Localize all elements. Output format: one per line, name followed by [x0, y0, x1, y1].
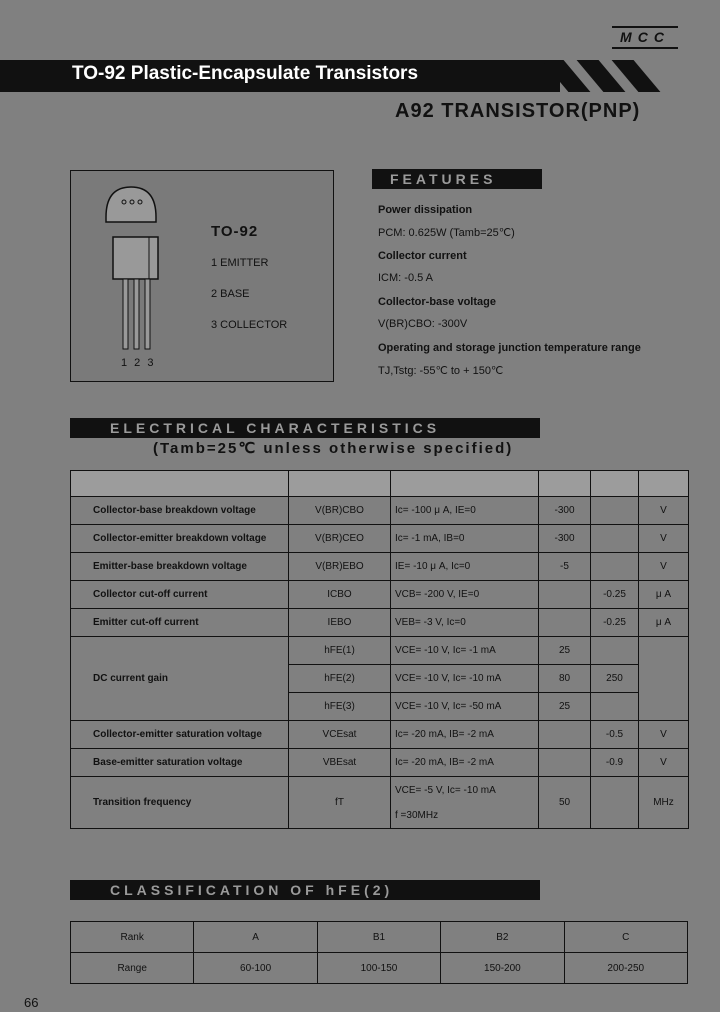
unit-cell: V: [639, 749, 689, 777]
part-title: A92 TRANSISTOR(PNP): [395, 100, 641, 122]
min-cell: 50: [539, 777, 591, 829]
max-cell: [591, 637, 639, 665]
min-cell: 25: [539, 637, 591, 665]
unit-cell: μ A: [639, 609, 689, 637]
feature-value: PCM: 0.625W (Tamb=25℃): [378, 227, 515, 239]
unit-cell: V: [639, 525, 689, 553]
classification-bar: CLASSIFICATION OF hFE(2): [70, 880, 540, 900]
symbol-cell: hFE(3): [289, 693, 391, 721]
symbol-cell: fT: [289, 777, 391, 829]
rank-header: Rank: [71, 922, 194, 953]
condition-cell: VCE= -10 V, Ic= -50 mA: [391, 693, 539, 721]
range-header: Range: [71, 953, 194, 984]
electrical-bar: ELECTRICAL CHARACTERISTICS: [70, 418, 540, 438]
electrical-table: [70, 470, 689, 829]
condition-cell: IE= -10 μ A, Ic=0: [391, 553, 539, 581]
min-cell: 25: [539, 693, 591, 721]
condition-line: f =30MHz: [395, 809, 439, 821]
condition-cell: VCE= -10 V, Ic= -10 mA: [391, 665, 539, 693]
min-cell: [539, 609, 591, 637]
table-row: [71, 525, 689, 553]
min-cell: 80: [539, 665, 591, 693]
range-cell: 100-150: [317, 953, 440, 984]
max-cell: -0.9: [591, 749, 639, 777]
param-cell: Collector-emitter saturation voltage: [71, 721, 289, 749]
max-cell: [591, 497, 639, 525]
range-cell: 150-200: [441, 953, 564, 984]
min-cell: -300: [539, 525, 591, 553]
condition-line: VCE= -5 V, Ic= -10 mA: [395, 784, 496, 796]
condition-cell: Ic= -20 mA, IB= -2 mA: [391, 721, 539, 749]
feature-heading: Power dissipation: [378, 204, 473, 216]
package-box: [70, 170, 334, 382]
max-cell: [591, 525, 639, 553]
symbol-cell: V(BR)CBO: [289, 497, 391, 525]
max-cell: [591, 693, 639, 721]
table-row: [71, 609, 689, 637]
table-row: [71, 497, 689, 525]
param-cell: DC current gain: [71, 637, 289, 721]
symbol-cell: IEBO: [289, 609, 391, 637]
range-cell: 200-250: [564, 953, 687, 984]
param-cell: Emitter cut-off current: [71, 609, 289, 637]
min-cell: -300: [539, 497, 591, 525]
max-cell: -0.25: [591, 581, 639, 609]
symbol-cell: hFE(2): [289, 665, 391, 693]
condition-cell: Ic= -1 mA, IB=0: [391, 525, 539, 553]
features-bar: FEATURES: [372, 169, 542, 189]
table-row: [71, 922, 688, 953]
symbol-cell: V(BR)EBO: [289, 553, 391, 581]
param-cell: Transition frequency: [71, 777, 289, 829]
max-cell: -0.5: [591, 721, 639, 749]
symbol-cell: VCEsat: [289, 721, 391, 749]
logo-bottom-line: [612, 47, 678, 49]
feature-value: TJ,Tstg: -55℃ to + 150℃: [378, 365, 504, 377]
max-cell: [591, 553, 639, 581]
pin-3-label: 3 COLLECTOR: [211, 319, 288, 331]
symbol-cell: V(BR)CEO: [289, 525, 391, 553]
feature-value: V(BR)CBO: -300V: [378, 318, 468, 330]
feature-heading: Collector-base voltage: [378, 296, 496, 308]
condition-cell: VCE= -10 V, Ic= -1 mA: [391, 637, 539, 665]
mcc-logo: MCC: [620, 29, 670, 45]
classification-table: [70, 921, 688, 984]
table-row: [71, 721, 689, 749]
symbol-cell: ICBO: [289, 581, 391, 609]
max-cell: 250: [591, 665, 639, 693]
param-cell: Collector-emitter breakdown voltage: [71, 525, 289, 553]
unit-cell: V: [639, 553, 689, 581]
rank-cell: A: [194, 922, 317, 953]
feature-heading: Collector current: [378, 250, 467, 262]
unit-cell: μ A: [639, 581, 689, 609]
unit-cell: [639, 637, 689, 721]
pin-numbers: 1 2 3: [121, 357, 156, 369]
param-cell: Collector cut-off current: [71, 581, 289, 609]
min-cell: [539, 749, 591, 777]
feature-heading: Operating and storage junction temperature range: [378, 342, 641, 354]
pin-2-label: 2 BASE: [211, 288, 250, 300]
feature-value: ICM: -0.5 A: [378, 272, 434, 284]
range-cell: 60-100: [194, 953, 317, 984]
table-header-row: [71, 471, 689, 497]
table-row: [71, 581, 689, 609]
rank-cell: B1: [317, 922, 440, 953]
table-row: [71, 953, 688, 984]
table-row: [71, 777, 689, 829]
rank-cell: B2: [441, 922, 564, 953]
condition-cell: Ic= -20 mA, IB= -2 mA: [391, 749, 539, 777]
condition-cell: VEB= -3 V, Ic=0: [391, 609, 539, 637]
param-cell: Base-emitter saturation voltage: [71, 749, 289, 777]
unit-cell: MHz: [639, 777, 689, 829]
table-row: [71, 749, 689, 777]
table-row: [71, 637, 689, 665]
symbol-cell: VBEsat: [289, 749, 391, 777]
min-cell: [539, 581, 591, 609]
electrical-subtitle: (Tamb=25℃ unless otherwise specified): [153, 440, 514, 457]
banner-title: TO-92 Plastic-Encapsulate Transistors: [72, 63, 419, 84]
table-row: [71, 553, 689, 581]
symbol-cell: hFE(1): [289, 637, 391, 665]
package-name: TO-92: [211, 223, 259, 240]
min-cell: [539, 721, 591, 749]
rank-cell: C: [564, 922, 687, 953]
pin-1-label: 1 EMITTER: [211, 257, 269, 269]
param-cell: Collector-base breakdown voltage: [71, 497, 289, 525]
max-cell: [591, 777, 639, 829]
condition-cell: Ic= -100 μ A, IE=0: [391, 497, 539, 525]
unit-cell: V: [639, 721, 689, 749]
unit-cell: V: [639, 497, 689, 525]
min-cell: -5: [539, 553, 591, 581]
page-number: 66: [24, 995, 39, 1010]
condition-cell: VCB= -200 V, IE=0: [391, 581, 539, 609]
to92-package-drawing: [91, 177, 211, 377]
max-cell: -0.25: [591, 609, 639, 637]
param-cell: Emitter-base breakdown voltage: [71, 553, 289, 581]
condition-cell: [391, 777, 539, 829]
